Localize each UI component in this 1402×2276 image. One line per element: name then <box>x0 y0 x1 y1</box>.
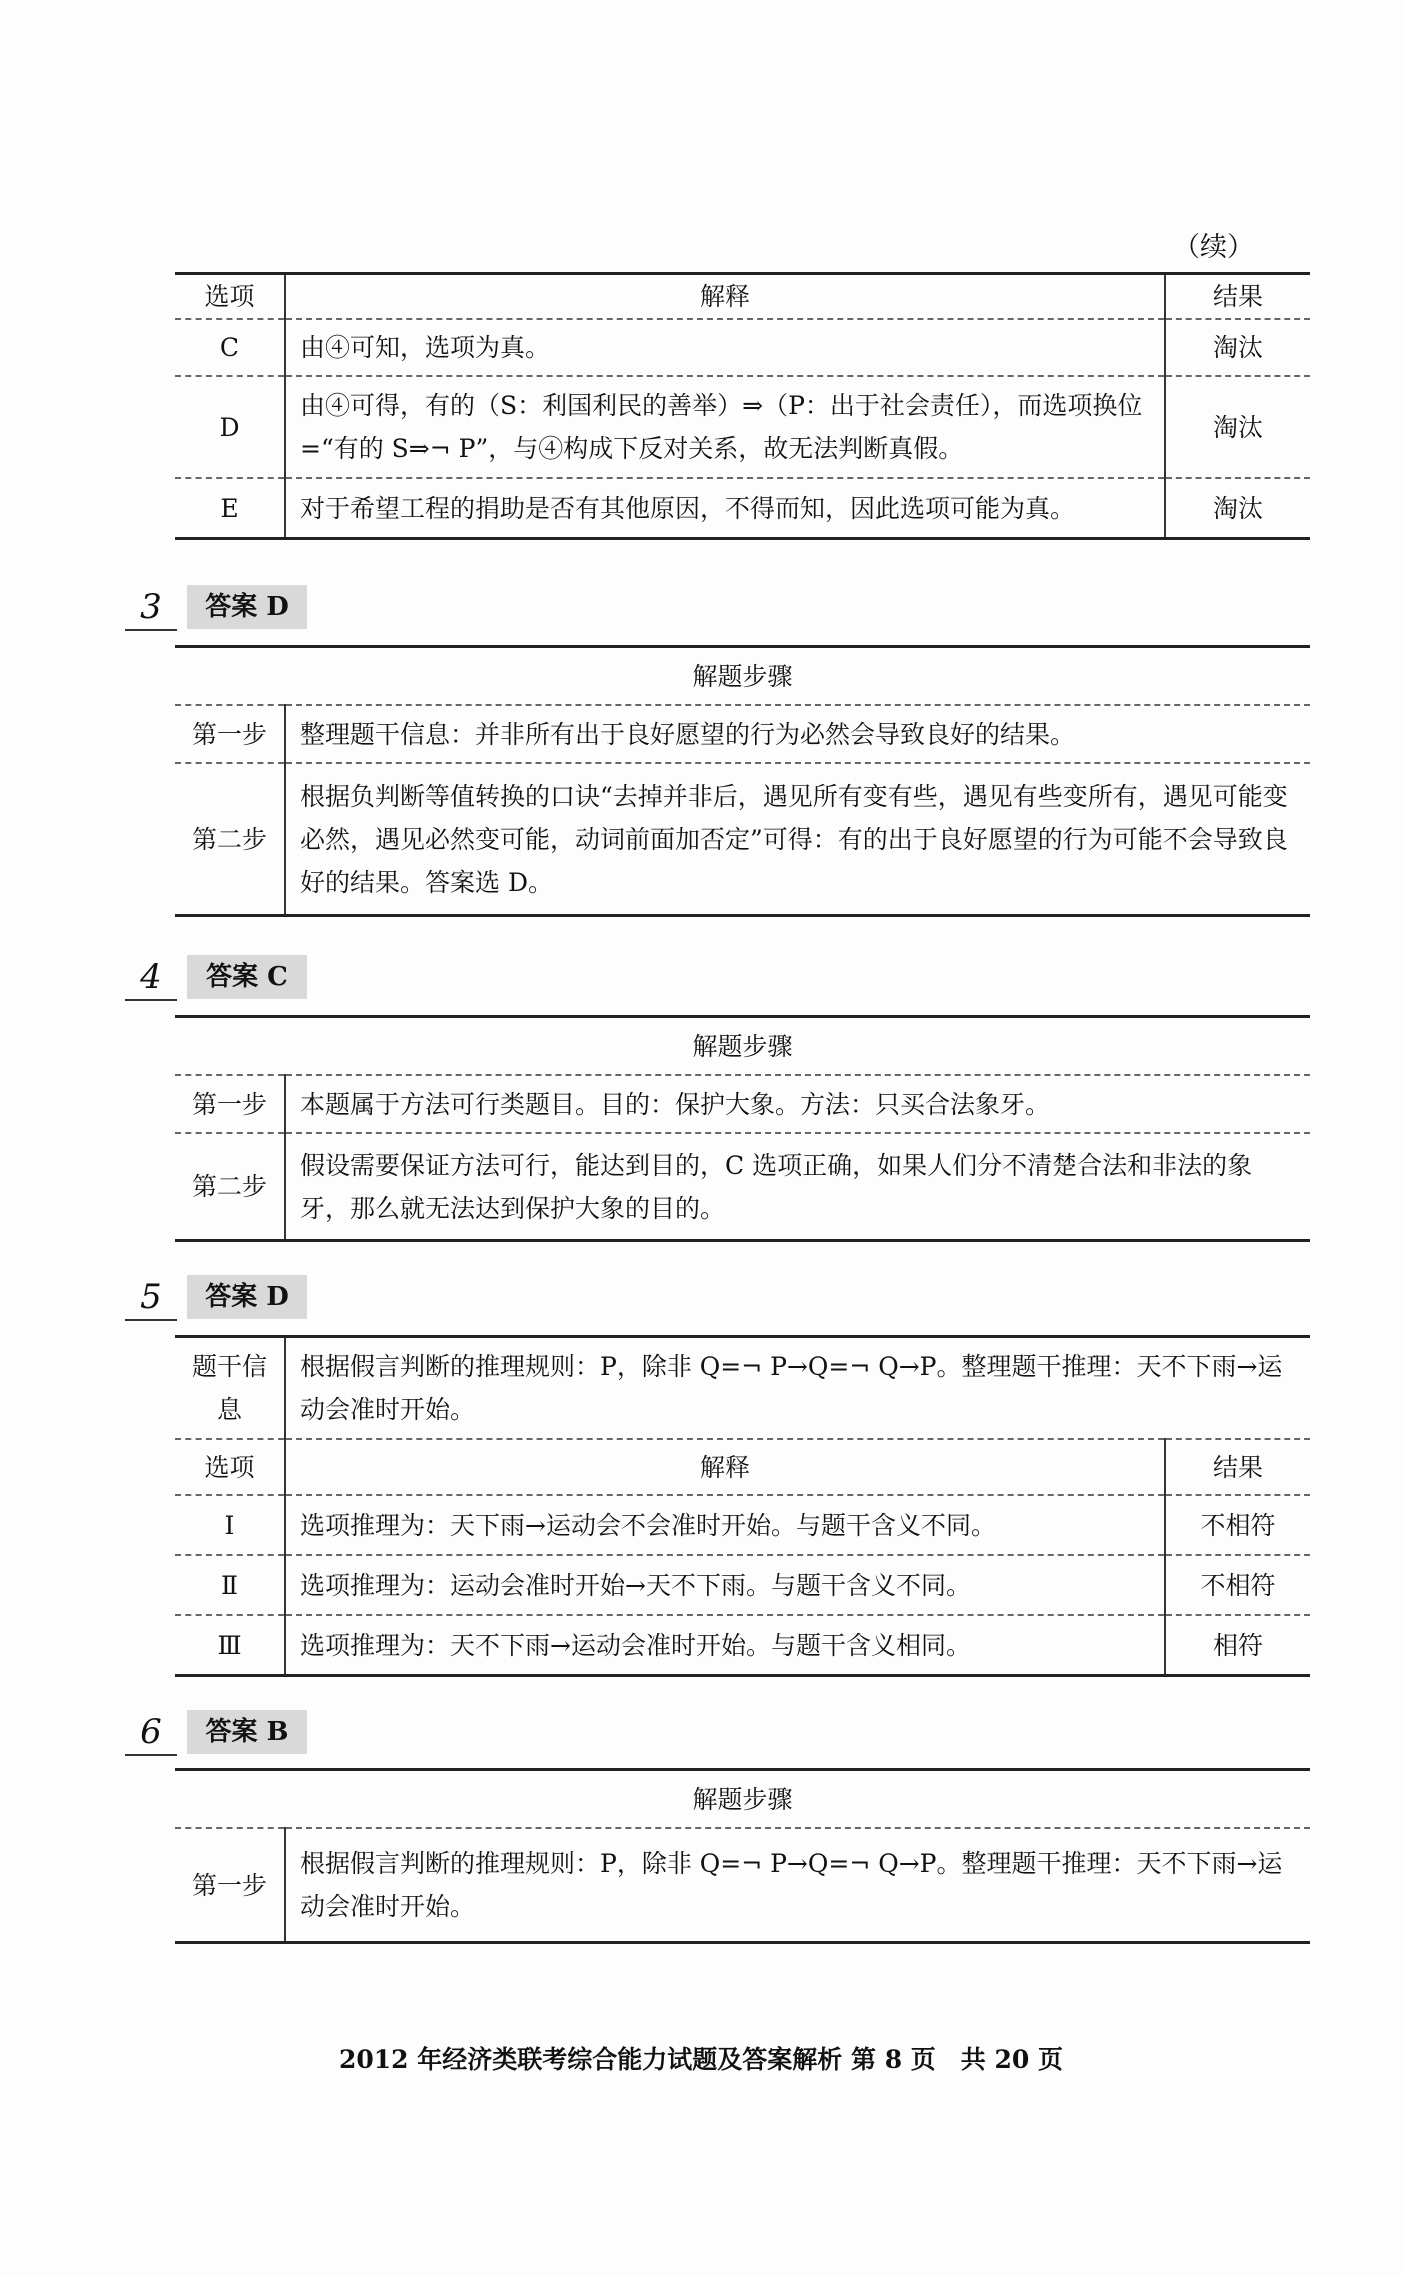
step-label: 第一步 <box>175 1075 285 1133</box>
answer-badge: 答案 D <box>187 585 307 629</box>
answer-badge: 答案 C <box>187 955 307 999</box>
question-number: 6 <box>125 1710 177 1756</box>
option-result: 相符 <box>1165 1615 1310 1676</box>
option-label: D <box>175 376 285 478</box>
step-text: 整理题干信息：并非所有出于良好愿望的行为必然会导致良好的结果。 <box>285 705 1310 763</box>
steps-heading: 解题步骤 <box>175 1770 1310 1829</box>
option-label: C <box>175 319 285 376</box>
table-row <box>175 478 1310 539</box>
step-label: 第一步 <box>175 705 285 763</box>
question-number: 5 <box>125 1275 177 1321</box>
options-table-q2 <box>175 272 1310 540</box>
option-label: Ⅱ <box>175 1555 285 1615</box>
option-explanation: 对于希望工程的捐助是否有其他原因，不得而知，因此选项可能为真。 <box>285 478 1165 539</box>
option-result: 淘汰 <box>1165 376 1310 478</box>
question-number: 3 <box>125 585 177 631</box>
steps-heading-row <box>175 1770 1310 1829</box>
option-explanation: 选项推理为：运动会准时开始→天不下雨。与题干含义不同。 <box>285 1555 1165 1615</box>
answer-badge: 答案 B <box>187 1710 307 1754</box>
step-text: 假设需要保证方法可行，能达到目的，C 选项正确，如果人们分不清楚合法和非法的象牙，那么就无法达到保护大象的目的。 <box>285 1133 1310 1241</box>
option-explanation: 选项推理为：天不下雨→运动会准时开始。与题干含义相同。 <box>285 1615 1165 1676</box>
step-row <box>175 1133 1310 1241</box>
answer-badge: 答案 D <box>187 1275 307 1319</box>
header-explanation: 解释 <box>285 1439 1165 1495</box>
step-label: 第二步 <box>175 763 285 916</box>
info-text: 根据假言判断的推理规则：P，除非 Q=¬ P→Q=¬ Q→P。整理题干推理：天不下雨→运动会准时开始。 <box>285 1337 1310 1440</box>
options-table-q5 <box>175 1335 1310 1677</box>
option-result: 淘汰 <box>1165 319 1310 376</box>
table-row <box>175 1615 1310 1676</box>
table-header-row <box>175 1439 1310 1495</box>
option-explanation: 由④可得，有的（S：利国利民的善举）⇒（P：出于社会责任），而选项换位=“有的 S⇒¬ P”，与④构成下反对关系，故无法判断真假。 <box>285 376 1165 478</box>
header-explanation: 解释 <box>285 274 1165 320</box>
steps-table-q6 <box>175 1768 1310 1944</box>
option-result: 不相符 <box>1165 1495 1310 1555</box>
table-row <box>175 319 1310 376</box>
step-row <box>175 1075 1310 1133</box>
info-row <box>175 1337 1310 1440</box>
table-header-row <box>175 274 1310 320</box>
steps-table-q3 <box>175 645 1310 917</box>
header-result: 结果 <box>1165 1439 1310 1495</box>
header-option: 选项 <box>175 1439 285 1495</box>
header-option: 选项 <box>175 274 285 320</box>
steps-heading-row <box>175 1017 1310 1076</box>
table-row <box>175 376 1310 478</box>
steps-heading: 解题步骤 <box>175 647 1310 706</box>
step-row <box>175 705 1310 763</box>
step-row <box>175 763 1310 916</box>
option-result: 不相符 <box>1165 1555 1310 1615</box>
header-result: 结果 <box>1165 274 1310 320</box>
step-text: 根据假言判断的推理规则：P，除非 Q=¬ P→Q=¬ Q→P。整理题干推理：天不下雨→运动会准时开始。 <box>285 1828 1310 1943</box>
option-explanation: 选项推理为：天下雨→运动会不会准时开始。与题干含义不同。 <box>285 1495 1165 1555</box>
page-footer: 2012 年经济类联考综合能力试题及答案解析 第 8 页 共 20 页 <box>339 2045 1063 2074</box>
option-explanation: 由④可知，选项为真。 <box>285 319 1165 376</box>
continued-label: （续） <box>1173 232 1254 263</box>
step-row <box>175 1828 1310 1943</box>
table-row <box>175 1495 1310 1555</box>
steps-table-q4 <box>175 1015 1310 1242</box>
table-row <box>175 1555 1310 1615</box>
step-label: 第一步 <box>175 1828 285 1943</box>
option-label: E <box>175 478 285 539</box>
steps-heading: 解题步骤 <box>175 1017 1310 1076</box>
step-text: 根据负判断等值转换的口诀“去掉并非后，遇见所有变有些，遇见有些变所有，遇见可能变必然，遇见必然变可能，动词前面加否定”可得：有的出于良好愿望的行为可能不会导致良好的结果。答案选 D。 <box>285 763 1310 916</box>
option-label: Ⅰ <box>175 1495 285 1555</box>
info-label: 题干信息 <box>175 1337 285 1440</box>
option-result: 淘汰 <box>1165 478 1310 539</box>
step-label: 第二步 <box>175 1133 285 1241</box>
option-label: Ⅲ <box>175 1615 285 1676</box>
question-number: 4 <box>125 955 177 1001</box>
step-text: 本题属于方法可行类题目。目的：保护大象。方法：只买合法象牙。 <box>285 1075 1310 1133</box>
steps-heading-row <box>175 647 1310 706</box>
